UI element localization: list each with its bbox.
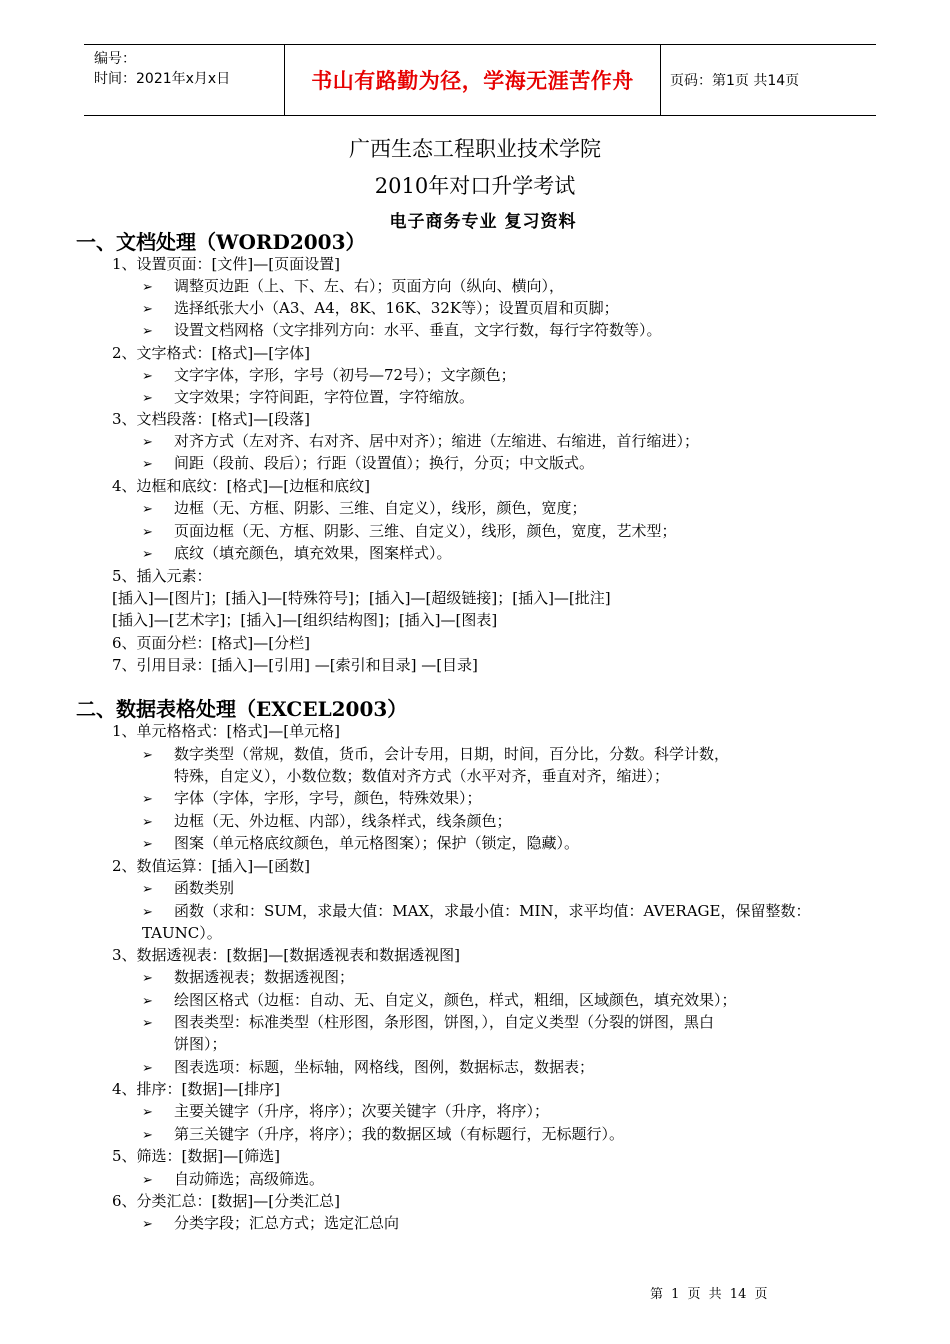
bullet-text: 边框（无、方框、阴影、三维、自定义），线形，颜色，宽度； — [174, 499, 587, 517]
bullet-arrow-icon: ➢ — [142, 1105, 153, 1120]
bullet-item — [142, 787, 482, 811]
bullet-arrow-icon: ➢ — [142, 302, 153, 317]
bullet-item — [142, 877, 234, 901]
bullet-item — [142, 1123, 624, 1147]
bullet-item — [142, 900, 811, 924]
bullet-arrow-icon: ➢ — [142, 971, 153, 986]
section-heading-word: 一、文档处理（WORD2003） — [76, 230, 366, 254]
bullet-text: 函数（求和：SUM，求最大值：MAX，求最小值：MIN，求平均值：AVERAGE，保留整数： — [174, 902, 811, 920]
bullet-text: 函数类别 — [174, 879, 235, 897]
list-item: 7、引用目录：[插入]—[引用] —[索引和目录] —[目录] — [112, 656, 478, 674]
bullet-text: 图表类型：标准类型（柱形图，条形图，饼图，），自定义类型（分裂的饼图，黑白 — [174, 1013, 715, 1031]
bullet-arrow-icon: ➢ — [142, 1016, 153, 1031]
bullet-item — [142, 989, 737, 1013]
bullet-arrow-icon: ➢ — [142, 905, 153, 920]
list-item: 4、边框和底纹：[格式]—[边框和底纹] — [112, 477, 370, 495]
list-item: 2、文字格式：[格式]—[字体] — [112, 344, 310, 362]
list-item: 6、页面分栏：[格式]—[分栏] — [112, 634, 310, 652]
bullet-item — [142, 275, 564, 299]
bullet-arrow-icon: ➢ — [142, 324, 153, 339]
list-item: 1、设置页面：[文件]—[页面设置] — [112, 255, 340, 273]
bullet-arrow-icon: ➢ — [142, 748, 153, 763]
bullet-arrow-icon: ➢ — [142, 391, 153, 406]
bullet-text: 字体（字体，字形，字号，颜色，特殊效果）； — [174, 789, 482, 807]
bullet-item — [142, 1011, 714, 1035]
list-item: 3、文档段落：[格式]—[段落] — [112, 410, 310, 428]
header-motto: 书山有路勤为径，学海无涯苦作舟 — [284, 45, 661, 115]
bullet-text: 第三关键字（升序，将序）；我的数据区域（有标题行，无标题行）。 — [174, 1125, 625, 1143]
bullet-arrow-icon: ➢ — [142, 502, 153, 517]
bullet-arrow-icon: ➢ — [142, 1173, 153, 1188]
bullet-text: 数字类型（常规，数值，货币，会计专用，日期，时间，百分比，分数。科学计数， — [174, 745, 730, 763]
bullet-text: 文字效果；字符间距，字符位置，字符缩放。 — [174, 388, 475, 406]
bullet-arrow-icon: ➢ — [142, 457, 153, 472]
bullet-continuation: 特殊，自定义），小数位数；数值对齐方式（水平对齐，垂直对齐，缩进）； — [174, 767, 670, 785]
bullet-text: 设置文档网格（文字排列方向：水平、垂直，文字行数，每行字符数等）。 — [174, 321, 662, 339]
bullet-arrow-icon: ➢ — [142, 1128, 153, 1143]
bullet-arrow-icon: ➢ — [142, 435, 153, 450]
bullet-text: 页面边框（无、方框、阴影、三维、自定义），线形，颜色，宽度，艺术型； — [174, 522, 677, 540]
bullet-item — [142, 743, 729, 767]
bullet-item — [142, 1168, 324, 1192]
page-header — [84, 44, 876, 116]
bullet-arrow-icon: ➢ — [142, 280, 153, 295]
bullet-arrow-icon: ➢ — [142, 882, 153, 897]
bullet-item — [142, 430, 699, 454]
page-footer: 第 1 页 共 14 页 — [650, 1287, 768, 1302]
bullet-text: 选择纸张大小（A3、A4，8K、16K、32K等）；设置页眉和页脚； — [174, 299, 619, 317]
bullet-arrow-icon: ➢ — [142, 525, 153, 540]
document-time-label: 时间：2021年x月x日 — [94, 71, 231, 87]
bullet-text: 图表选项：标题，坐标轴，网格线，图例，数据标志，数据表； — [174, 1058, 595, 1076]
bullet-text: 间距（段前、段后）；行距（设置值）；换行，分页；中文版式。 — [174, 454, 595, 472]
bullet-arrow-icon: ➢ — [142, 369, 153, 384]
bullet-text: 主要关键字（升序，将序）；次要关键字（升序，将序）； — [174, 1102, 550, 1120]
bullet-item — [142, 966, 354, 990]
document-number-label: 编号： — [94, 51, 136, 67]
header-page-info: 页码：第1页 共14页 — [670, 73, 800, 89]
bullet-text: 数据透视表；数据透视图； — [174, 968, 355, 986]
bullet-arrow-icon: ➢ — [142, 837, 153, 852]
bullet-item — [142, 497, 587, 521]
bullet-item — [142, 1100, 549, 1124]
bullet-continuation: 饼图）； — [174, 1035, 227, 1053]
bullet-arrow-icon: ➢ — [142, 994, 153, 1009]
bullet-item — [142, 1056, 594, 1080]
bullet-item — [142, 810, 512, 834]
list-item: 2、数值运算：[插入]—[函数] — [112, 857, 310, 875]
bullet-arrow-icon: ➢ — [142, 547, 153, 562]
list-item: 4、排序：[数据]—[排序] — [112, 1080, 280, 1098]
bullet-text: 对齐方式（左对齐、右对齐、居中对齐）；缩进（左缩进、右缩进，首行缩进）； — [174, 432, 700, 450]
document-subtitle: 电子商务专业 复习资料 — [389, 212, 577, 232]
section-heading-excel: 二、数据表格处理（EXCEL2003） — [76, 697, 408, 721]
exam-title: 2010年对口升学考试 — [374, 174, 576, 198]
list-item: 5、插入元素： — [112, 567, 212, 585]
bullet-text: 边框（无、外边框、内部），线条样式，线条颜色； — [174, 812, 512, 830]
bullet-item — [142, 832, 579, 856]
bullet-item — [142, 319, 662, 343]
bullet-text: 调整页边距（上、下、左、右）；页面方向（纵向、横向）， — [174, 277, 565, 295]
list-item: 1、单元格格式：[格式]—[单元格] — [112, 722, 340, 740]
bullet-item — [142, 542, 452, 566]
bullet-arrow-icon: ➢ — [142, 792, 153, 807]
list-item: 5、筛选：[数据]—[筛选] — [112, 1147, 280, 1165]
school-title: 广西生态工程职业技术学院 — [349, 137, 601, 161]
bullet-item — [142, 386, 474, 410]
bullet-continuation: TAUNC）。 — [142, 924, 222, 942]
bullet-item — [142, 1212, 399, 1236]
text-line: [插入]—[艺术字]；[插入]—[组织结构图]；[插入]—[图表] — [112, 611, 498, 629]
list-item: 3、数据透视表：[数据]—[数据透视表和数据透视图] — [112, 946, 460, 964]
header-meta — [94, 49, 230, 89]
bullet-arrow-icon: ➢ — [142, 815, 153, 830]
list-item: 6、分类汇总：[数据]—[分类汇总] — [112, 1192, 340, 1210]
bullet-text: 自动筛选；高级筛选。 — [174, 1170, 325, 1188]
bullet-item — [142, 297, 619, 321]
bullet-text: 绘图区格式（边框：自动、无、自定义，颜色，样式，粗细，区域颜色，填充效果）； — [174, 991, 737, 1009]
bullet-arrow-icon: ➢ — [142, 1061, 153, 1076]
bullet-arrow-icon: ➢ — [142, 1217, 153, 1232]
bullet-text: 文字字体，字形，字号（初号—72号）；文字颜色； — [174, 366, 516, 384]
bullet-text: 底纹（填充颜色，填充效果，图案样式）。 — [174, 544, 452, 562]
bullet-item — [142, 364, 516, 388]
bullet-text: 分类字段；汇总方式；选定汇总向 — [174, 1214, 400, 1232]
text-line: [插入]—[图片]；[插入]—[特殊符号]；[插入]—[超级链接]；[插入]—[批注] — [112, 589, 611, 607]
bullet-item — [142, 520, 677, 544]
bullet-item — [142, 452, 594, 476]
bullet-text: 图案（单元格底纹颜色，单元格图案）；保护（锁定，隐藏）。 — [174, 834, 580, 852]
